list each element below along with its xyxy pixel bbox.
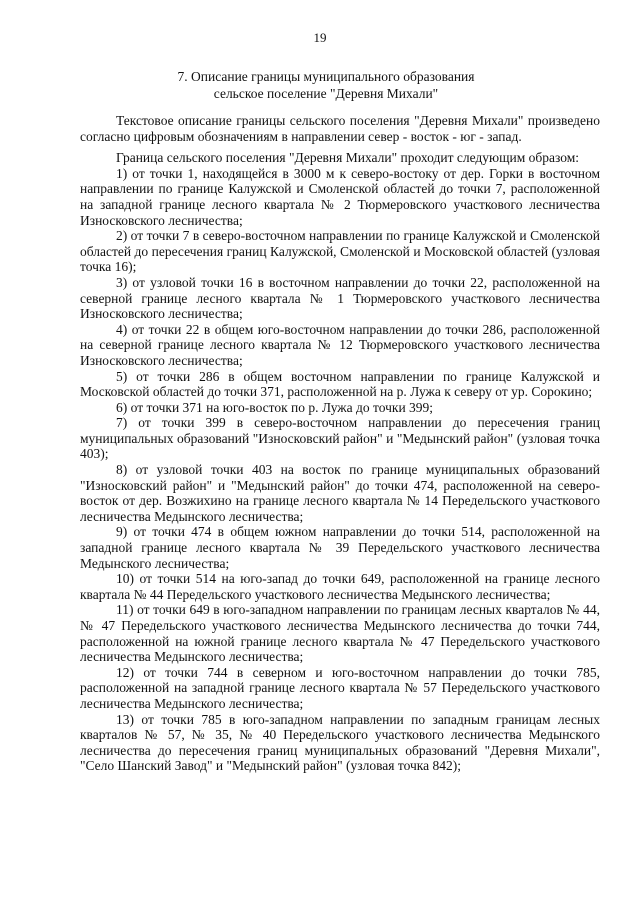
heading-line-1: 7. Описание границы муниципального образования [177, 69, 475, 84]
list-item: 2) от точки 7 в северо-восточном направлении по границе Калужской и Смоленской областей до пересечения границ Калужской, Смоленской и Московской областей (узловая точка 16); [80, 228, 600, 275]
list-item: 13) от точки 785 в юго-западном направлении по западным границам лесных кварталов № 57, № 35, № 40 Передельского участкового лесничества Медынского лесничества до пересечения границ муниципальных образований "Деревня Михали", "Село Шанский Завод" и "Медынский район" (узловая точка 842); [80, 711, 600, 774]
section-heading [70, 68, 582, 102]
list-item: 4) от точки 22 в общем юго-восточном направлении до точки 286, расположенной на северной границе лесного квартала № 12 Тюрмеровского участкового лесничества Износковского лесничества; [80, 321, 600, 368]
list-item: 5) от точки 286 в общем восточном направлении по границе Калужской и Московской областей до точки 371, расположенной на р. Лужа к северу от ур. Сорокино; [80, 368, 600, 400]
list-item: 1) от точки 1, находящейся в 3000 м к северо-востоку от дер. Горки в восточном направлении по границе Калужской и Смоленской областей до точки 7, расположенной на западной границе лесного квартала № 2 Тюрмеровского участкового лесничества Износковского лесничества; [80, 165, 600, 228]
heading-line-2: сельское поселение "Деревня Михали" [213, 86, 439, 101]
list-item: 12) от точки 744 в северном и юго-восточном направлении до точки 785, расположенной на западной границе лесного квартала № 57 Передельского участкового лесничества Медынского лесничества; [80, 664, 600, 711]
list-item: 9) от точки 474 в общем южном направлении до точки 514, расположенной на западной границе лесного квартала № 39 Передельского участкового лесничества Медынского лесничества; [80, 524, 600, 571]
list-item: 7) от точки 399 в северо-восточном направлении до пересечения границ муниципальных образований "Износковский район" и "Медынский район" (узловая точка 403); [80, 415, 600, 462]
list-item: 3) от узловой точки 16 в восточном направлении до точки 22, расположенной на северной границе лесного квартала № 1 Тюрмеровского участкового лесничества Износковского лесничества; [80, 274, 600, 322]
page-number: 19 [313, 30, 327, 45]
body-text [80, 113, 600, 774]
list-item: 10) от точки 514 на юго-запад до точки 649, расположенной на границе лесного квартала № 44 Передельского участкового лесничества Медынского лесничества; [80, 571, 600, 602]
list-item: 8) от узловой точки 403 на восток по границе муниципальных образований "Износковский район" и "Медынский район" до точки 474, расположенной на северо-восток от дер. Возжихино на границе лесного квартала № 14 Передельского участкового лесничества Медынского лесничества; [80, 462, 600, 524]
list-item: 11) от точки 649 в юго-западном направлении по границам лесных кварталов № 44, № 47 Передельского участкового лесничества Медынского лесничества до точки 744, расположенной на южной границе лесного квартала № 47 Передельского участкового лесничества Медынского лесничества; [80, 602, 600, 665]
lead-paragraph: Граница сельского поселения "Деревня Михали" проходит следующим образом: [116, 150, 580, 166]
intro-paragraph: Текстовое описание границы сельского поселения "Деревня Михали" произведено согласно цифровым обозначениям в направлении север - восток - юг - запад. [80, 113, 600, 144]
list-item: 6) от точки 371 на юго-восток по р. Лужа до точки 399; [116, 399, 434, 415]
